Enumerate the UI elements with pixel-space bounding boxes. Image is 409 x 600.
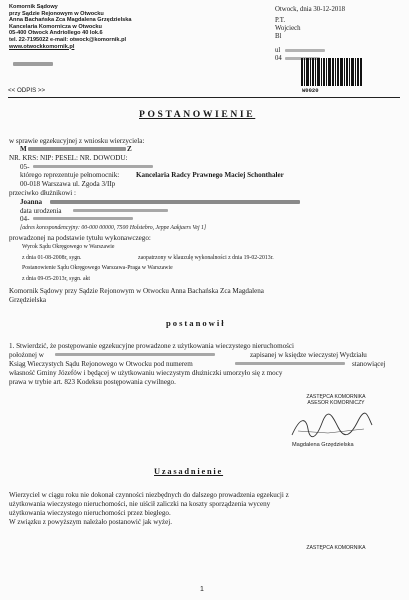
- decision-line: zapisanej w księdze wieczystej Wydziału: [250, 351, 367, 359]
- creditor-address: 05-: [20, 163, 30, 171]
- creditor-ids: NR. KRS: NIP: PESEL: NR. DOWODU:: [9, 154, 128, 162]
- divider: [8, 97, 400, 98]
- decision-line: prawa w trybie art. 823 Kodeksu postępowania cywilnego.: [9, 378, 176, 386]
- representative-name: Kancelaria Radcy Prawnego Maciej Schonthaler: [136, 171, 284, 179]
- basis-line: z dnia 01-08-2008r, sygn.: [22, 255, 82, 261]
- basis-line: Postanowienie Sądu Okręgowego Warszawa-Praga w Warszawie: [22, 265, 173, 271]
- justification-line: W związku z powyższym należało postanowić jak wyżej.: [9, 518, 172, 526]
- basis-label: prowadzonej na podstawie tytułu wykonawczego:: [9, 234, 151, 242]
- document-date: Otwock, dnia 30-12-2018: [275, 6, 346, 13]
- official-stamp-footer: ZASTĘPCA KOMORNIKA: [306, 545, 366, 551]
- header-line: www.otwockkomornik.pl: [9, 43, 75, 50]
- debtor-label: przeciwko dłużnikowi :: [9, 189, 76, 197]
- debtor-name: Joanna: [20, 198, 43, 206]
- debtor-correspondence: [adres korespondencyjny: 00-000 00000, 7500 Holstebro, Jeppe Aakjaers Vej 1]: [20, 225, 207, 231]
- barcode: [301, 58, 363, 94]
- creditor-name-tail: Z: [127, 145, 132, 153]
- decision-heading: postanowił: [166, 318, 226, 328]
- bailiff-line: Grzędzielska: [9, 296, 47, 304]
- redaction-mark: [50, 200, 300, 204]
- signature-scribble: [288, 411, 376, 443]
- justification-line: Wierzyciel w ciągu roku nie dokonał czynności niezbędnych do dalszego prowadzenia egzekucji z: [9, 491, 289, 499]
- redaction-mark: [235, 362, 345, 365]
- odpis-label: << ODPIS >>: [8, 87, 46, 94]
- header-line: Anna Bachańska Zca Magdalena Grzędzielska: [9, 17, 132, 24]
- redaction-mark: [33, 165, 153, 168]
- basis-line: zaopatrzony w klauzulę wykonalności z dnia 19-02-2013r.: [138, 255, 274, 261]
- header-line: przy Sądzie Rejonowym w Otwocku: [9, 10, 104, 17]
- decision-line: Ksiąg Wieczystych Sądu Rejonowego w Otwocku pod numerem: [9, 360, 193, 368]
- redaction-mark: [33, 217, 133, 220]
- decision-line: stanowiącej: [352, 360, 386, 368]
- justification-line: użytkowania wieczystego nieruchomości, nie uiścił zaliczki na koszty sporządzenia wyceny: [9, 500, 271, 508]
- justification-heading: Uzasadnienie: [154, 467, 224, 476]
- creditor-name: M: [20, 145, 27, 153]
- stamp-line: ZASTĘPCA KOMORNIKA: [306, 394, 366, 400]
- office-header: [9, 4, 132, 50]
- addressee-zip: 04: [275, 55, 282, 62]
- basis-line: Wyrok Sądu Okręgowego w Warszawie: [22, 244, 115, 250]
- official-stamp: [286, 394, 386, 407]
- signatory-name: Magdalena Grzędzielska: [292, 442, 354, 448]
- redaction-mark: [55, 353, 215, 356]
- case-intro: w sprawie egzekucyjnej z wniosku wierzyciela:: [9, 137, 145, 145]
- debtor-address: 04-: [20, 215, 30, 223]
- barcode-text: W0020: [302, 87, 319, 94]
- stamp-line: ASESOR KOMORNICZY: [307, 400, 365, 407]
- redaction-mark: [73, 209, 168, 212]
- header-line: tel. 22-7195022 e-mail: otwock@komornik.pl: [9, 36, 127, 43]
- decision-line: 1. Stwierdzić, że postępowanie egzekucyjne prowadzone z użytkowania wieczystego nieruchomości: [9, 342, 295, 350]
- redaction-mark: [28, 147, 126, 151]
- redaction-mark: [13, 62, 53, 66]
- decision-line: własność Gminy Józefów i będącej w użytkowaniu wieczystym dłużniczki umorzyło się z mocy: [9, 369, 283, 377]
- addressee-bl: Bl: [275, 33, 282, 40]
- addressee-pt: P.T.: [275, 17, 286, 24]
- header-line: 05-400 Otwock Andriollego 40 lok.6: [9, 30, 103, 37]
- debtor-birth: data urodzenia: [20, 207, 62, 215]
- basis-line: z dnia 09-05-2013r, sygn. akt: [22, 276, 91, 282]
- header-line: Komornik Sądowy: [9, 4, 58, 10]
- page-number: 1: [200, 586, 204, 593]
- representative-address: 00-018 Warszawa ul. Zgoda 3/IIp: [20, 180, 116, 188]
- decision-line: położonej w: [9, 351, 44, 359]
- justification-line: użytkowania wieczystego nieruchomości przez biegłego.: [9, 509, 171, 517]
- representative-label: którego reprezentuje pełnomocnik:: [20, 171, 120, 179]
- header-line: Kancelaria Komornicza w Otwocku: [9, 23, 102, 30]
- redaction-mark: [285, 49, 325, 52]
- addressee-name: Wojciech: [275, 25, 301, 32]
- page-title: POSTANOWIENIE: [139, 109, 256, 120]
- addressee-street: ul: [275, 47, 281, 54]
- bailiff-line: Komornik Sądowy przy Sądzie Rejonowym w Otwocku Anna Bachańska Zca Magdalena: [9, 287, 264, 295]
